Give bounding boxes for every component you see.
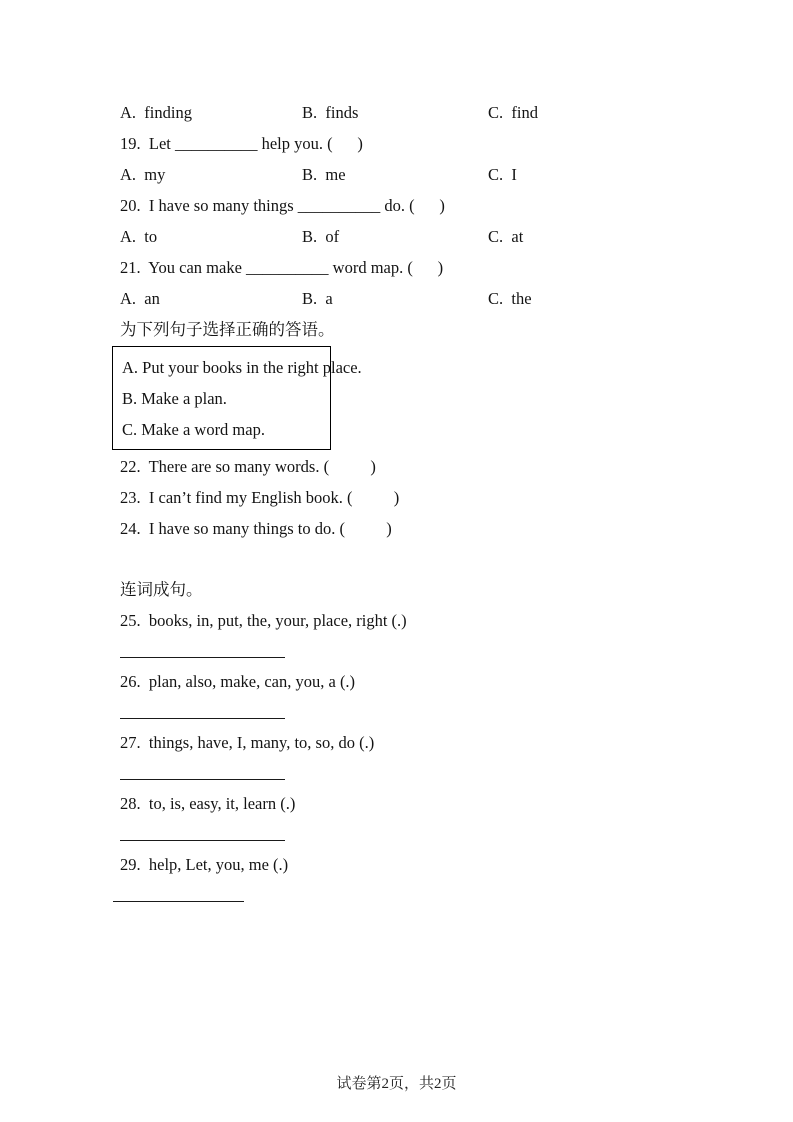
question-22: 22. There are so many words. ( )	[120, 457, 376, 476]
option-b: B. of	[302, 227, 340, 246]
option-a: A. finding	[120, 103, 192, 122]
rearrange-instruction: 连词成句。	[120, 580, 203, 599]
worksheet-content	[120, 97, 700, 910]
options-row-20	[120, 221, 700, 252]
matching-instruction: 为下列句子选择正确的答语。	[120, 320, 335, 339]
option-c: C. at	[488, 227, 524, 246]
box-option-a: A. Put your books in the right place.	[122, 358, 362, 377]
question-25: 25. books, in, put, the, your, place, right (.)	[120, 611, 407, 630]
options-row-21	[120, 283, 700, 314]
question-26: 26. plan, also, make, can, you, a (.)	[120, 672, 356, 691]
option-c: C. the	[488, 289, 532, 308]
question-19: 19. Let __________ help you. ( )	[120, 134, 363, 153]
page-footer: 试卷第2页，共2页	[336, 1076, 457, 1092]
multiple-choice-section	[120, 97, 700, 314]
answer-blank-line	[120, 840, 285, 841]
option-c: C. I	[488, 165, 517, 184]
option-a: A. my	[120, 165, 166, 184]
question-20: 20. I have so many things __________ do. ( )	[120, 196, 445, 215]
box-option-c: C. Make a word map.	[122, 420, 265, 439]
matching-section	[120, 314, 700, 544]
rearrange-item-28	[120, 788, 700, 841]
answer-blank-line	[120, 657, 285, 658]
rearrange-item-29	[120, 849, 700, 902]
option-b: B. finds	[302, 103, 359, 122]
question-27: 27. things, have, I, many, to, so, do (.)	[120, 733, 375, 752]
answer-options-box	[112, 346, 362, 450]
option-c: C. find	[488, 103, 538, 122]
answer-blank-line	[120, 718, 285, 719]
options-row-19	[120, 159, 700, 190]
rearrange-section	[120, 544, 700, 902]
question-24: 24. I have so many things to do. ( )	[120, 519, 392, 538]
answer-blank-line	[113, 901, 244, 902]
box-option-b: B. Make a plan.	[122, 389, 227, 408]
section-gap	[120, 544, 700, 574]
question-21: 21. You can make __________ word map. ( )	[120, 258, 444, 277]
question-29: 29. help, Let, you, me (.)	[120, 855, 289, 874]
question-23: 23. I can’t find my English book. ( )	[120, 488, 400, 507]
option-b: B. me	[302, 165, 346, 184]
option-a: A. to	[120, 227, 158, 246]
option-a: A. an	[120, 289, 160, 308]
question-28: 28. to, is, easy, it, learn (.)	[120, 794, 296, 813]
option-b: B. a	[302, 289, 333, 308]
answer-blank-line	[120, 779, 285, 780]
rearrange-item-25	[120, 605, 700, 658]
rearrange-item-27	[120, 727, 700, 780]
rearrange-item-26	[120, 666, 700, 719]
options-row-18	[120, 97, 700, 128]
